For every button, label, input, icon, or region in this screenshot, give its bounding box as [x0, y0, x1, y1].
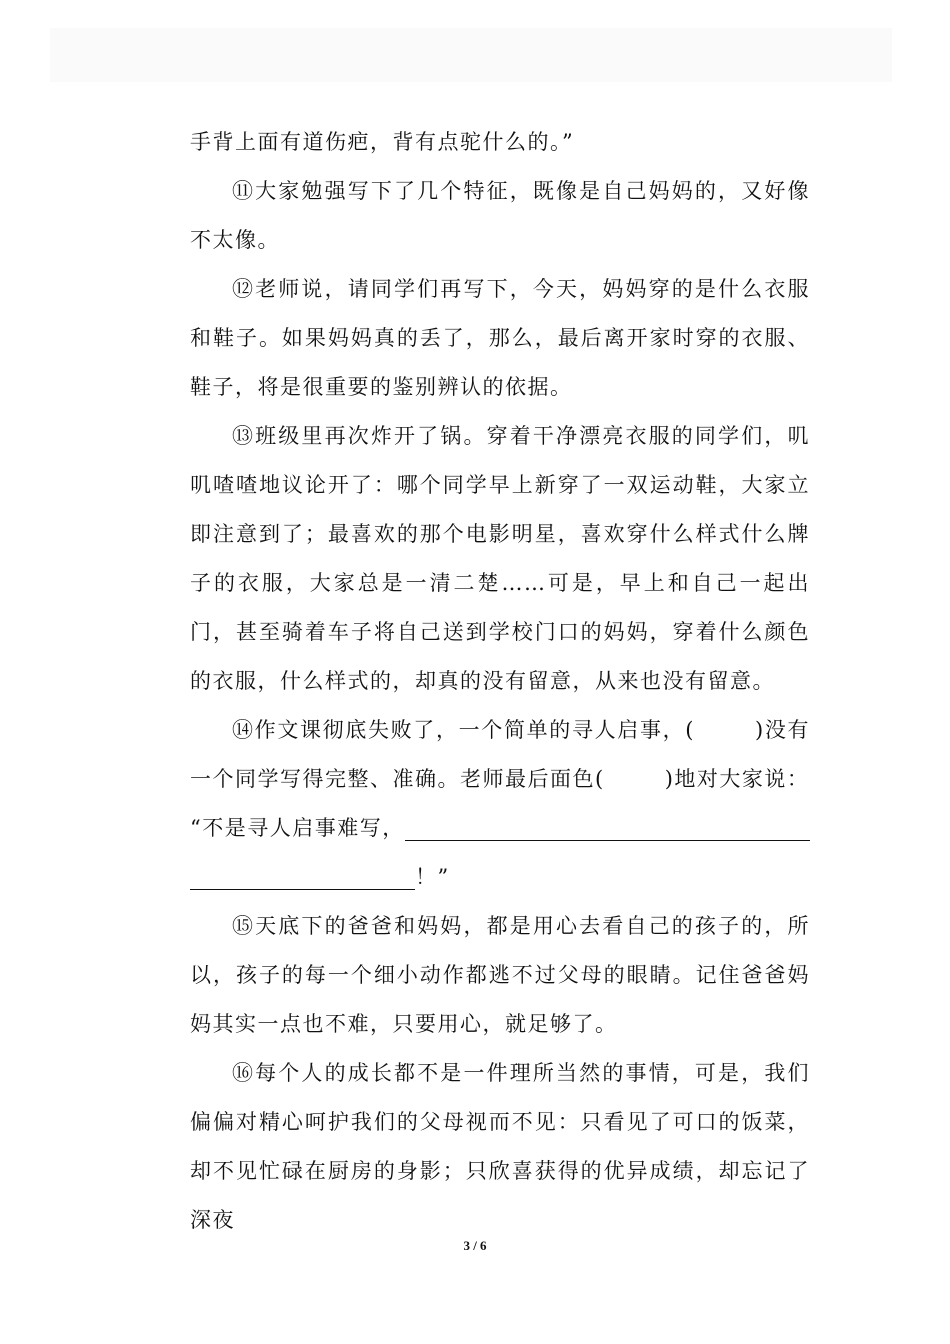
paragraph-14-part-a: ⑭作文课彻底失败了，一个简单的寻人启事，( [232, 718, 695, 742]
paragraph-12: ⑫老师说，请同学们再写下，今天，妈妈穿的是什么衣服和鞋子。如果妈妈真的丢了，那么，最后离开家时穿的衣服、鞋子，将是很重要的鉴别辨认的依据。 [190, 277, 810, 399]
paragraph-14 [190, 706, 810, 902]
page-number: 3 / 6 [463, 1238, 487, 1253]
paragraph-16: ⑯每个人的成长都不是一件理所当然的事情，可是，我们偏偏对精心呵护我们的父母视而不见：只看见了可口的饭菜，却不见忙碌在厨房的身影；只欣喜获得的优异成绩，却忘记了深夜 [190, 1061, 810, 1232]
paragraph-13: ⑬班级里再次炸开了锅。穿着干净漂亮衣服的同学们，叽叽喳喳地议论开了：哪个同学早上新穿了一双运动鞋，大家立即注意到了；最喜欢的那个电影明星，喜欢穿什么样式什么牌子的衣服，大家总是一清二楚……可是，早上和自己一起出门，甚至骑着车子将自己送到学校门口的妈妈，穿着什么颜色的衣服，什么样式的，却真的没有留意，从来也没有留意。 [190, 424, 810, 693]
paragraph-10-end: 手背上面有道伤疤，背有点驼什么的。” [190, 130, 575, 154]
document-body [190, 118, 810, 1245]
answer-line-2[interactable] [190, 865, 415, 890]
header-band [50, 28, 892, 82]
answer-line-1[interactable] [405, 816, 810, 841]
paragraph-14-quote: “不是寻人启事难写， [190, 816, 405, 840]
paragraph-14-part-b: )没有一个同学写得完整、准确。老师最后面色( [190, 718, 810, 791]
paragraph-15: ⑮天底下的爸爸和妈妈，都是用心去看自己的孩子的，所以，孩子的每一个细小动作都逃不过父母的眼睛。记住爸爸妈妈其实一点也不难，只要用心，就足够了。 [190, 914, 810, 1036]
paragraph-14-part-c: )地对大家说： [664, 767, 810, 791]
paragraph-14-end: ！” [415, 865, 450, 889]
paragraph-11: ⑪大家勉强写下了几个特征，既像是自己妈妈的，又好像不太像。 [190, 179, 810, 252]
